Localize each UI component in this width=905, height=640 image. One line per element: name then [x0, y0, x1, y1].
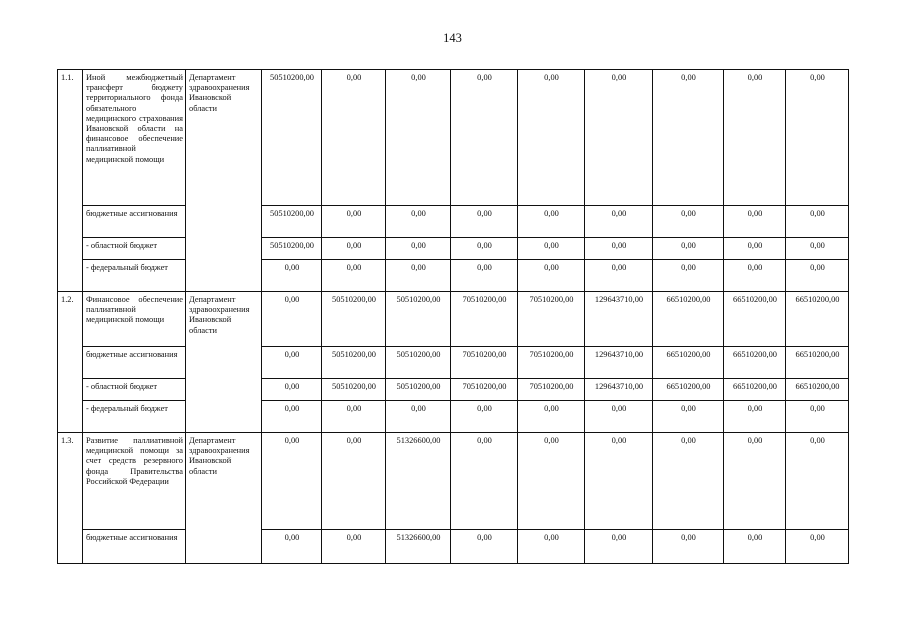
amount-cell: 50510200,00: [386, 379, 451, 401]
amount-cell: 0,00: [724, 401, 786, 433]
amount-cell: 50510200,00: [262, 238, 322, 260]
amount-cell: 0,00: [653, 530, 724, 564]
amount-cell: 0,00: [262, 260, 322, 292]
table-row: [58, 530, 849, 564]
amount-cell: 66510200,00: [786, 292, 849, 347]
amount-cell: 0,00: [451, 530, 518, 564]
executor-cell: Департамент здравоохранения Ивановской области: [186, 292, 262, 433]
amount-cell: 0,00: [322, 530, 386, 564]
amount-cell: 0,00: [585, 238, 653, 260]
table-row: [58, 379, 849, 401]
row-index: 1.3.: [58, 433, 83, 564]
amount-cell: 50510200,00: [386, 347, 451, 379]
amount-cell: 66510200,00: [724, 292, 786, 347]
amount-cell: 0,00: [786, 530, 849, 564]
amount-cell: 0,00: [653, 238, 724, 260]
amount-cell: 0,00: [451, 70, 518, 206]
amount-cell: 70510200,00: [451, 379, 518, 401]
amount-cell: 0,00: [724, 433, 786, 530]
amount-cell: 0,00: [386, 260, 451, 292]
amount-cell: 0,00: [724, 70, 786, 206]
amount-cell: 0,00: [262, 530, 322, 564]
amount-cell: 50510200,00: [262, 70, 322, 206]
amount-cell: 0,00: [786, 433, 849, 530]
table-row: [58, 401, 849, 433]
amount-cell: 0,00: [451, 433, 518, 530]
amount-cell: 66510200,00: [786, 347, 849, 379]
amount-cell: 0,00: [451, 206, 518, 238]
amount-cell: 0,00: [724, 206, 786, 238]
amount-cell: 0,00: [786, 238, 849, 260]
row-index: 1.2.: [58, 292, 83, 433]
amount-cell: 0,00: [585, 70, 653, 206]
amount-cell: 0,00: [322, 70, 386, 206]
amount-cell: 0,00: [322, 401, 386, 433]
amount-cell: 0,00: [786, 260, 849, 292]
amount-cell: 70510200,00: [451, 347, 518, 379]
amount-cell: 70510200,00: [518, 379, 585, 401]
table-row: [58, 260, 849, 292]
amount-cell: 0,00: [585, 206, 653, 238]
budget-line-label: бюджетные ассигнования: [83, 530, 186, 564]
amount-cell: 50510200,00: [386, 292, 451, 347]
amount-cell: 66510200,00: [786, 379, 849, 401]
amount-cell: 66510200,00: [724, 347, 786, 379]
amount-cell: 0,00: [386, 238, 451, 260]
amount-cell: 0,00: [518, 433, 585, 530]
amount-cell: 0,00: [262, 292, 322, 347]
executor-cell: Департамент здравоохранения Ивановской области: [186, 70, 262, 292]
table-row: [58, 206, 849, 238]
page-number: 143: [443, 31, 462, 45]
amount-cell: 66510200,00: [653, 379, 724, 401]
budget-line-label: бюджетные ассигнования: [83, 347, 186, 379]
amount-cell: 70510200,00: [518, 347, 585, 379]
amount-cell: 50510200,00: [322, 379, 386, 401]
amount-cell: 0,00: [653, 260, 724, 292]
amount-cell: 0,00: [451, 238, 518, 260]
budget-line-label: - областной бюджет: [83, 238, 186, 260]
row-index: 1.1.: [58, 70, 83, 292]
amount-cell: 0,00: [262, 379, 322, 401]
amount-cell: 0,00: [724, 530, 786, 564]
table-row: [58, 433, 849, 530]
amount-cell: 51326600,00: [386, 530, 451, 564]
amount-cell: 0,00: [518, 238, 585, 260]
amount-cell: 0,00: [653, 401, 724, 433]
amount-cell: 66510200,00: [653, 292, 724, 347]
amount-cell: 70510200,00: [451, 292, 518, 347]
budget-table-body: [58, 70, 849, 564]
amount-cell: 129643710,00: [585, 292, 653, 347]
measure-name: Финансовое обеспечение паллиативной медицинской помощи: [83, 292, 186, 347]
amount-cell: 0,00: [262, 347, 322, 379]
table-row: [58, 347, 849, 379]
budget-line-label: - федеральный бюджет: [83, 260, 186, 292]
budget-line-label: бюджетные ассигнования: [83, 206, 186, 238]
amount-cell: 0,00: [322, 260, 386, 292]
amount-cell: 0,00: [518, 530, 585, 564]
amount-cell: 0,00: [653, 70, 724, 206]
amount-cell: 66510200,00: [653, 347, 724, 379]
measure-name: Иной межбюджетный трансферт бюджету территориального фонда обязательного медицинского страхования Ивановской области на финансовое обеспечение паллиативной медицинской помощи: [83, 70, 186, 206]
executor-cell: Департамент здравоохранения Ивановской области: [186, 433, 262, 564]
amount-cell: 0,00: [724, 260, 786, 292]
amount-cell: 0,00: [786, 401, 849, 433]
amount-cell: 0,00: [585, 433, 653, 530]
amount-cell: 50510200,00: [322, 292, 386, 347]
amount-cell: 66510200,00: [724, 379, 786, 401]
amount-cell: 0,00: [518, 206, 585, 238]
amount-cell: 0,00: [786, 206, 849, 238]
amount-cell: 0,00: [786, 70, 849, 206]
amount-cell: 0,00: [386, 70, 451, 206]
table-row: [58, 70, 849, 206]
amount-cell: 0,00: [451, 401, 518, 433]
amount-cell: 0,00: [518, 401, 585, 433]
amount-cell: 0,00: [262, 433, 322, 530]
amount-cell: 0,00: [518, 70, 585, 206]
amount-cell: 0,00: [653, 206, 724, 238]
amount-cell: 0,00: [585, 401, 653, 433]
amount-cell: 0,00: [262, 401, 322, 433]
measure-name: Развитие паллиативной медицинской помощи за счет средств резервного фонда Правительства Российской Федерации: [83, 433, 186, 530]
amount-cell: 0,00: [724, 238, 786, 260]
table-row: [58, 238, 849, 260]
amount-cell: 129643710,00: [585, 379, 653, 401]
table-row: [58, 292, 849, 347]
budget-line-label: - федеральный бюджет: [83, 401, 186, 433]
amount-cell: 70510200,00: [518, 292, 585, 347]
amount-cell: 0,00: [386, 206, 451, 238]
amount-cell: 0,00: [386, 401, 451, 433]
amount-cell: 50510200,00: [262, 206, 322, 238]
amount-cell: 50510200,00: [322, 347, 386, 379]
amount-cell: 0,00: [322, 433, 386, 530]
amount-cell: 0,00: [322, 206, 386, 238]
amount-cell: 0,00: [585, 530, 653, 564]
amount-cell: 0,00: [322, 238, 386, 260]
budget-line-label: - областной бюджет: [83, 379, 186, 401]
amount-cell: 0,00: [585, 260, 653, 292]
budget-table: [57, 69, 849, 564]
amount-cell: 0,00: [653, 433, 724, 530]
amount-cell: 129643710,00: [585, 347, 653, 379]
amount-cell: 0,00: [518, 260, 585, 292]
amount-cell: 51326600,00: [386, 433, 451, 530]
amount-cell: 0,00: [451, 260, 518, 292]
